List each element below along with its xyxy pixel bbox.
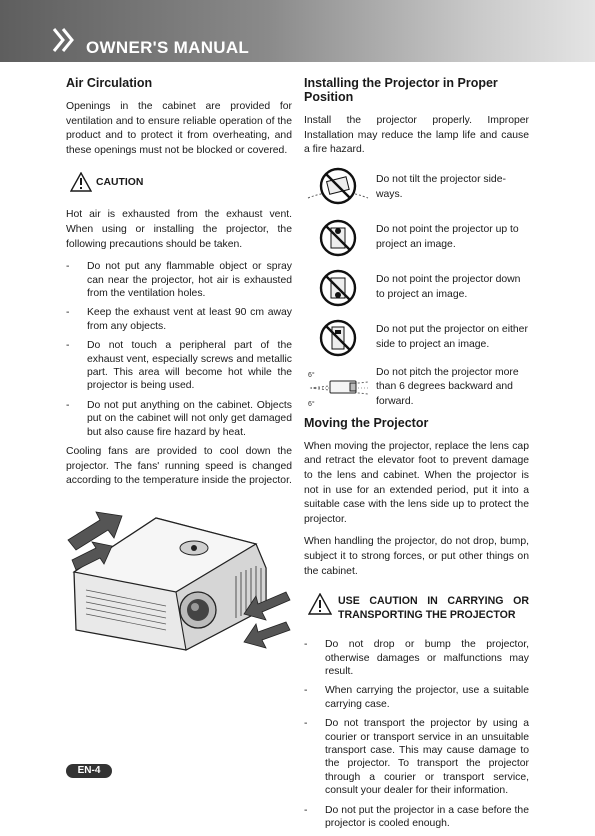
orientation-text: Do not put the projector on either side to project an image. [376,324,528,350]
angle-label-top: 6° [308,371,315,379]
air-precautions-list [66,260,292,439]
caution-note [70,172,292,192]
orientation-rule [304,216,529,260]
no-tilt-sideways-icon [306,166,370,210]
handling-paragraph: When handling the projector, do not drop, bump, subject it to strong forces, or put other things on the cabinet. [304,536,529,577]
right-column [304,76,529,836]
orientation-rule [304,316,529,360]
list-item: - When carrying the projector, use a suitable carrying case. [304,684,529,711]
no-side-placement-icon [318,316,358,360]
warning-triangle-icon [70,172,92,192]
moving-heading: Moving the Projector [304,415,429,430]
transport-caution-note [308,593,529,622]
list-item: - Do not put the projector in a case before the projector is cooled enough. [304,804,529,831]
orientation-text: Do not point the projector down to project an image. [376,274,521,300]
installing-heading: Installing the Projector in Proper Position [304,76,498,104]
air-circulation-intro: Openings in the cabinet are provided for ventilation and to ensure reliable operation of the product and to protect it from overheating, and these openings must not be blocked or covered. [66,101,292,156]
orientation-text: Do not pitch the projector more than 6 degrees backward and forward. [376,366,519,408]
projector-airflow-illustration [66,510,292,660]
hot-air-text: Hot air is exhausted from the exhaust vent. When using or installing the projector, the following precautions should be taken. [66,209,292,250]
left-column [66,76,292,497]
page-number-badge: EN-4 [66,764,112,778]
moving-paragraph: When moving the projector, replace the lens cap and retract the elevator foot to prevent damage to the lens and cabinet. When the projector is not in use for an extended period, put it into a suitable case with the lens side up to protect the projector. [304,440,529,525]
no-point-up-icon [318,216,358,260]
air-circulation-heading: Air Circulation [66,76,153,90]
no-point-down-icon [318,266,358,310]
pitch-limit-icon [306,368,370,408]
transport-precautions-list [304,638,529,830]
list-item: - Do not put any flammable object or spray can near the projector, hot air is exhausted from the ventilation holes. [66,260,292,300]
angle-label-bottom: 6° [308,400,315,408]
orientation-rule [304,266,529,310]
installing-intro: Install the projector properly. Improper Installation may reduce the lamp life and cause a fire hazard. [304,115,529,156]
list-item: - Keep the exhaust vent at least 90 cm away from any objects. [66,306,292,333]
list-item: - Do not transport the projector by using a courier or transport service in an unsuitable transport case. This may cause damage to the projector. To transport the projector through a courier or transport service, consult your dealer for their information. [304,717,529,797]
orientation-text: Do not tilt the projector side-ways. [376,174,506,200]
list-item: - Do not drop or bump the projector, otherwise damages or malfunctions may result. [304,638,529,678]
list-item: - Do not put anything on the cabinet. Objects put on the cabinet will not only get damaged but also cause fire hazard by heat. [66,399,292,439]
list-item: - Do not touch a peripheral part of the exhaust vent, especially screws and metallic part. This area will become hot while the projector is being used. [66,339,292,393]
caution-label: CAUTION [96,177,144,189]
orientation-rule [304,166,529,210]
cooling-fans-text: Cooling fans are provided to cool down the projector. The fans' running speed is changed according to the temperature inside the projector. [66,446,292,487]
double-chevron-icon [50,26,78,54]
orientation-rule [304,366,529,410]
manual-title: OWNER'S MANUAL [86,38,250,57]
transport-caution-label: USE CAUTION IN CARRYING OR TRANSPORTING THE PROJECTOR [338,595,529,622]
warning-triangle-icon [308,593,332,615]
orientation-text: Do not point the projector up to project an image. [376,224,519,250]
page-header [0,0,595,62]
